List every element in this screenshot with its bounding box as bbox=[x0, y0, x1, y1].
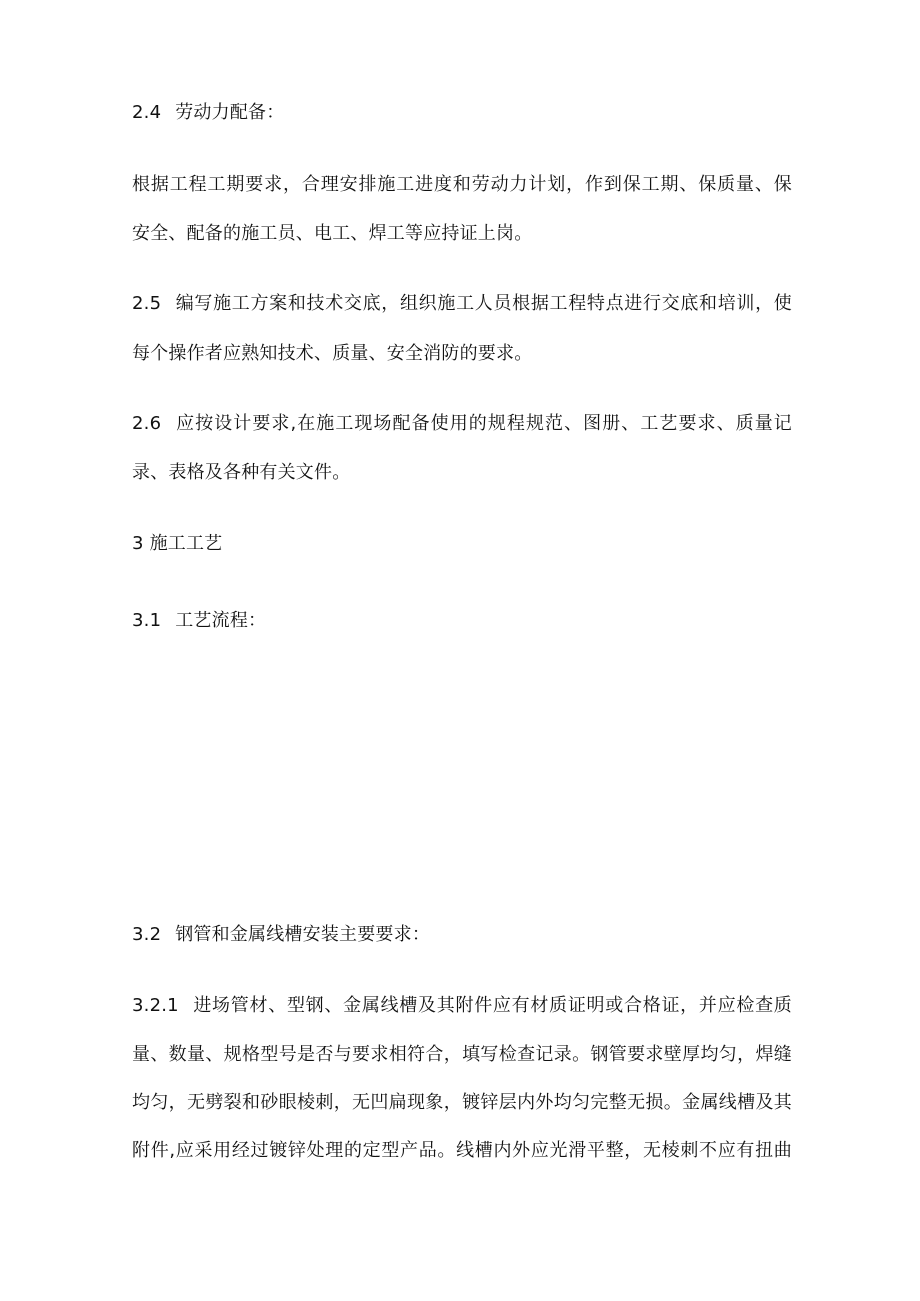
section-text: 编写施工方案和技术交底，组织施工人员根据工程特点进行交底和培训，使 bbox=[175, 293, 792, 314]
section-number: 2.5 bbox=[132, 293, 162, 314]
paragraph-line: 安全、配备的施工员、电工、焊工等应持证上岗。 bbox=[132, 223, 533, 244]
section-3-1-heading bbox=[132, 609, 266, 633]
section-title: 钢管和金属线槽安装主要要求： bbox=[175, 924, 431, 945]
section-text: 应按设计要求,在施工现场配备使用的规程规范、图册、工艺要求、质量记 bbox=[175, 413, 792, 434]
chapter-3-heading: 3 施工工艺 bbox=[132, 533, 223, 554]
section-title: 工艺流程： bbox=[175, 610, 267, 631]
paragraph-line: 录、表格及各种有关文件。 bbox=[132, 462, 351, 483]
section-number: 3.2 bbox=[132, 924, 162, 945]
paragraph-line: 量、数量、规格型号是否与要求相符合，填写检查记录。钢管要求壁厚均匀，焊缝 bbox=[132, 1044, 792, 1065]
section-number: 3.2.1 bbox=[132, 995, 179, 1016]
paragraph-line: 每个操作者应熟知技术、质量、安全消防的要求。 bbox=[132, 343, 533, 364]
section-number: 2.4 bbox=[132, 102, 162, 123]
section-title: 劳动力配备： bbox=[175, 102, 285, 123]
section-3-2-1-line bbox=[132, 994, 792, 1018]
section-2-6-line bbox=[132, 412, 792, 436]
section-number: 2.6 bbox=[132, 413, 162, 434]
section-3-2-heading bbox=[132, 923, 430, 947]
section-2-4-heading bbox=[132, 101, 284, 125]
section-number: 3.1 bbox=[132, 610, 162, 631]
paragraph-line: 附件,应采用经过镀锌处理的定型产品。线槽内外应光滑平整，无棱刺不应有扭曲 bbox=[132, 1140, 792, 1161]
section-2-5-line bbox=[132, 292, 792, 316]
paragraph-line: 均匀，无劈裂和砂眼棱刺，无凹扁现象，镀锌层内外均匀完整无损。金属线槽及其 bbox=[132, 1092, 792, 1113]
section-text: 进场管材、型钢、金属线槽及其附件应有材质证明或合格证，并应检查质 bbox=[192, 995, 792, 1016]
paragraph-line: 根据工程工期要求，合理安排施工进度和劳动力计划，作到保工期、保质量、保 bbox=[132, 174, 792, 195]
